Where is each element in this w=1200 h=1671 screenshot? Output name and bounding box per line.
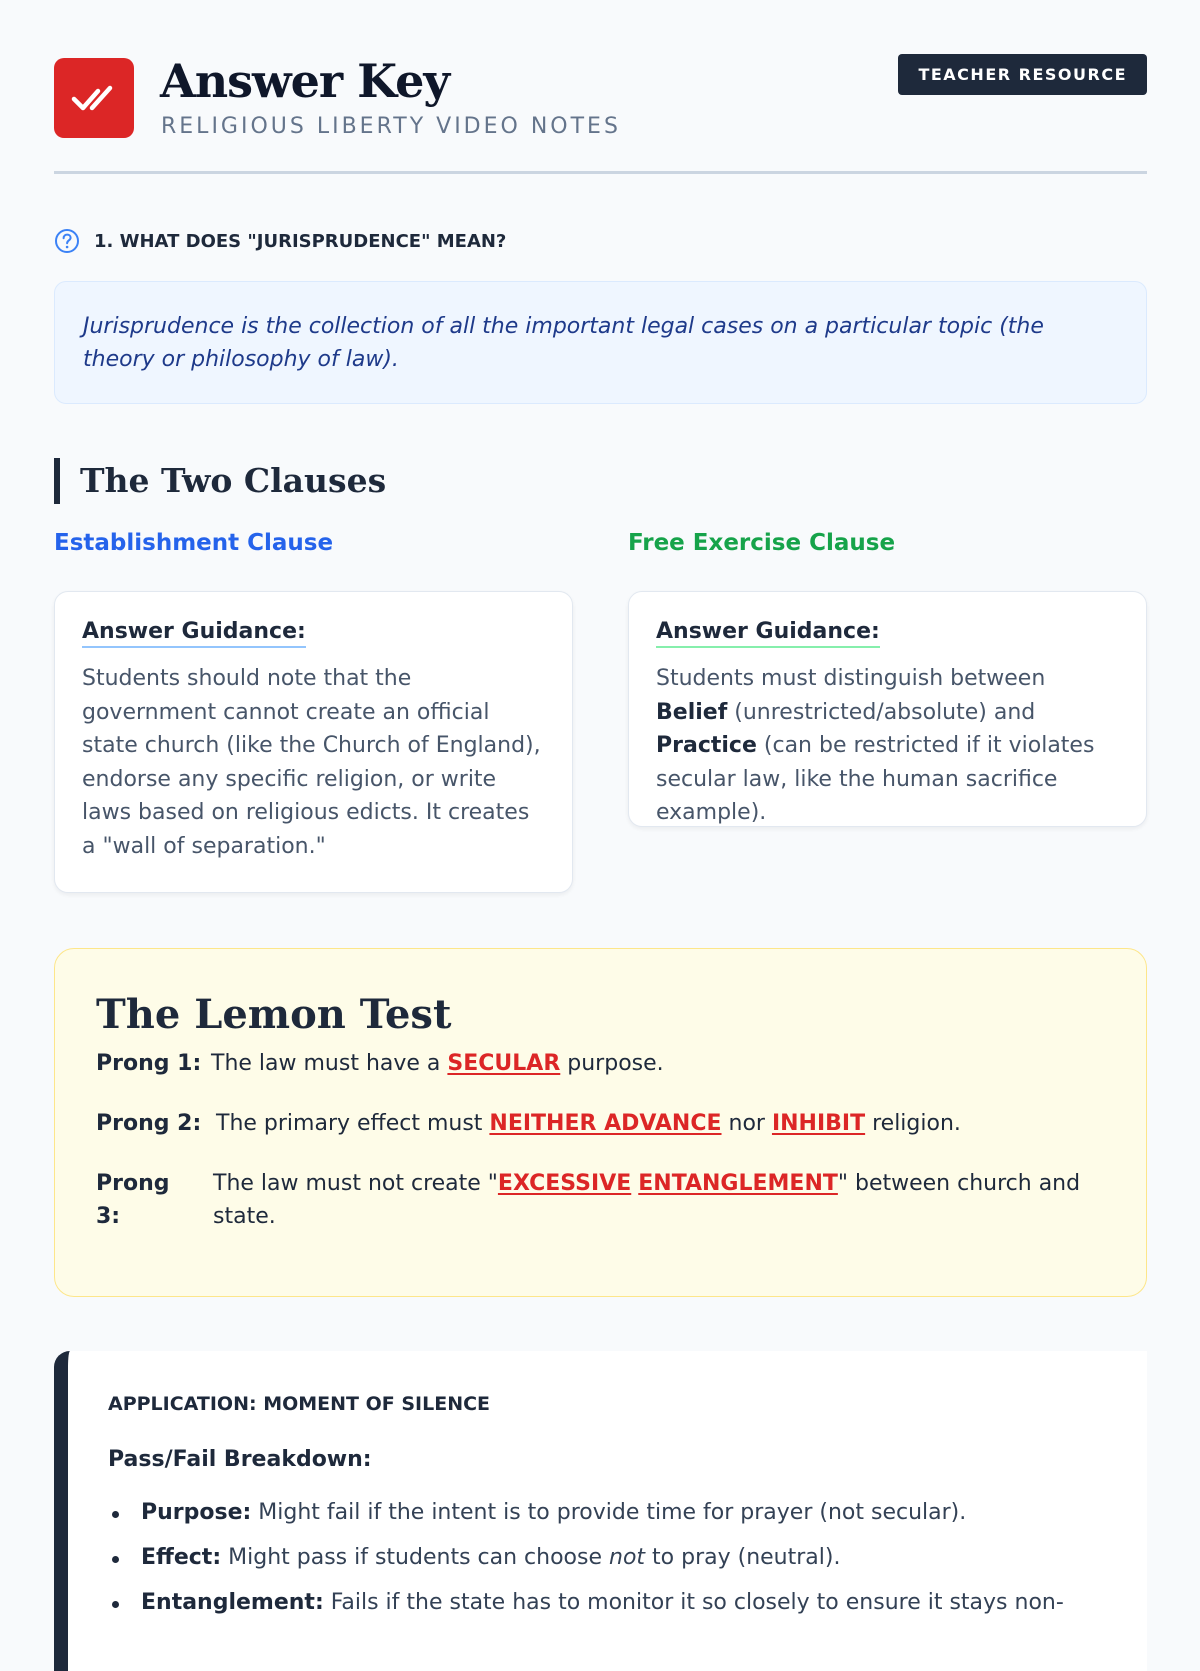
double-check-icon: [72, 82, 116, 114]
application-card: [54, 1351, 1147, 1671]
page-header: [54, 54, 1147, 174]
excessive-keyword: EXCESSIVE: [497, 1171, 632, 1196]
inhibit-keyword: INHIBIT: [771, 1111, 866, 1136]
jurisprudence-answer: Jurisprudence is the collection of all the important legal cases on a particular topic (the theory or philosophy of law).: [83, 314, 1044, 372]
practice-term: Practice: [656, 733, 757, 758]
guidance-text: Students should note that the government cannot create an official state church (like the Church of England), endorse any specific religion, or write laws based on religious edicts. It creates a "wall of separation.": [82, 666, 541, 859]
teacher-resource-badge: TEACHER RESOURCE: [898, 54, 1147, 95]
two-clauses-heading: The Two Clauses: [54, 458, 386, 504]
lemon-test-title: The Lemon Test: [96, 991, 452, 1038]
list-item: Effect: Might pass if students can choose not to pray (neutral).: [108, 1543, 1064, 1588]
prong-label: Prong 3:: [96, 1171, 170, 1229]
breakdown-list: [108, 1498, 1064, 1633]
prong-text: The law must have a SECULAR purpose.: [211, 1051, 664, 1076]
guidance-heading: Answer Guidance:: [82, 618, 306, 648]
question-text: 1. WHAT DOES "JURISPRUDENCE" MEAN?: [94, 230, 507, 252]
list-item: Purpose: Might fail if the intent is to provide time for prayer (not secular).: [108, 1498, 1064, 1543]
free-exercise-clause-label: Free Exercise Clause: [628, 530, 896, 556]
list-item: Entanglement: Fails if the state has to monitor it so closely to ensure it stays non-: [108, 1588, 1064, 1633]
guidance-text: Students must distinguish between Belief (unrestricted/absolute) and Practice (can be restricted if it violates secular law, like the human sacrifice example).: [656, 666, 1095, 825]
prong-3: [96, 1167, 1106, 1237]
page-title: Answer Key: [160, 54, 450, 108]
lemon-test-card: [54, 948, 1147, 1297]
application-title: APPLICATION: MOMENT OF SILENCE: [108, 1393, 491, 1415]
page-subtitle: RELIGIOUS LIBERTY VIDEO NOTES: [161, 114, 621, 139]
prong-1: [96, 1047, 1096, 1081]
breakdown-heading: Pass/Fail Breakdown:: [108, 1447, 372, 1472]
prong-text: The law must not create "EXCESSIVE ENTANGLEMENT" between church and state.: [213, 1171, 1081, 1229]
neither-advance-keyword: NEITHER ADVANCE: [489, 1111, 722, 1136]
logo: [54, 58, 134, 138]
free-exercise-guidance-card: [628, 591, 1147, 827]
secular-keyword: SECULAR: [447, 1051, 561, 1076]
guidance-heading: Answer Guidance:: [656, 618, 880, 648]
entanglement-keyword: ENTANGLEMENT: [638, 1171, 838, 1196]
question-heading: [54, 228, 506, 254]
belief-term: Belief: [656, 699, 728, 725]
prong-label: Prong 1:: [96, 1051, 202, 1076]
prong-label: Prong 2:: [96, 1111, 202, 1136]
establishment-clause-label: Establishment Clause: [54, 530, 334, 556]
establishment-guidance-card: [54, 591, 573, 893]
question-circle-icon: [54, 228, 80, 254]
jurisprudence-answer-box: [54, 281, 1147, 404]
prong-text: The primary effect must NEITHER ADVANCE nor INHIBIT religion.: [216, 1111, 961, 1136]
prong-2: [96, 1107, 1096, 1141]
